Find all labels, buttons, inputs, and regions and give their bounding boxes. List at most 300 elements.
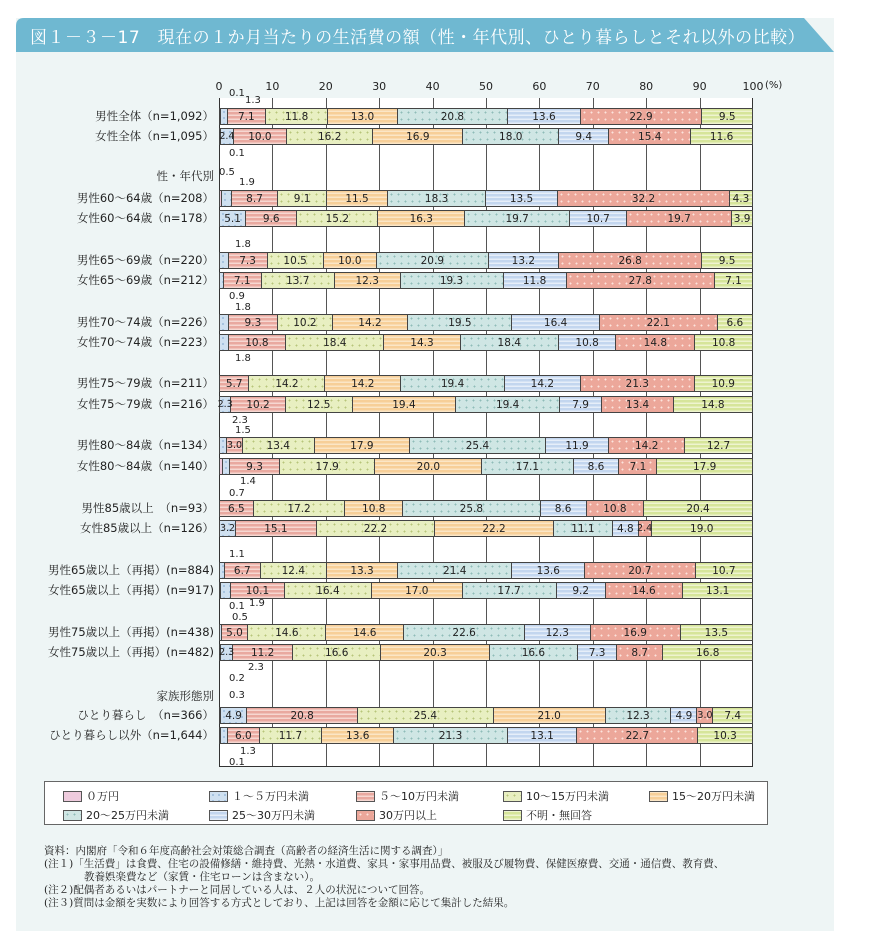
axis-tick-label: 50	[479, 80, 493, 93]
small-value-label: 1.8	[235, 353, 251, 364]
small-value-label: 1.9	[249, 598, 265, 609]
small-value-label: 1.4	[240, 476, 256, 487]
small-value-label: 0.5	[219, 167, 235, 178]
bar-segment	[558, 190, 730, 207]
legend-swatch	[209, 810, 228, 821]
bar-segment	[730, 190, 753, 207]
segment-value: 21.3	[438, 729, 463, 742]
bar-segment	[401, 272, 504, 289]
bar-segment	[627, 210, 732, 227]
bar-segment	[559, 128, 609, 145]
legend-label: １～５万円未満	[232, 790, 309, 803]
segment-value: 10.0	[248, 130, 272, 143]
bar-segment	[262, 272, 335, 289]
segment-value: 13.4	[266, 439, 290, 452]
segment-value: 22.9	[629, 110, 653, 123]
segment-value: 17.1	[515, 460, 540, 473]
legend-swatch	[63, 810, 82, 821]
bar-segment	[609, 437, 685, 454]
legend	[44, 781, 768, 825]
bar-segment	[231, 396, 286, 413]
segment-value: 18.0	[499, 130, 523, 143]
segment-value: 17.2	[287, 502, 311, 515]
bar-segment	[248, 624, 326, 641]
note-1: (注１)「生活費」は食費、住宅の設備修繕・維持費、光熱・水道費、家具・家事用品費、被服及び履物費、保健医療費、交通・通信費、教育費、	[44, 858, 725, 870]
bar-segment	[358, 707, 494, 724]
row-label: 女性65歳以上（再掲）(n=917)	[48, 583, 214, 597]
segment-value: 20.9	[420, 254, 445, 267]
segment-value: 22.1	[646, 316, 670, 329]
segment-value: 7.3	[588, 646, 606, 659]
segment-value: 17.9	[692, 460, 717, 473]
segment-value: 14.6	[353, 626, 377, 639]
bar-segment	[559, 334, 617, 351]
segment-value: 9.4	[575, 130, 593, 143]
bar-segment	[375, 458, 482, 475]
segment-value: 6.7	[233, 564, 251, 577]
segment-value: 19.7	[667, 212, 691, 225]
footnotes	[44, 845, 724, 910]
segment-value: 4.9	[225, 709, 242, 722]
bar-segment	[229, 314, 279, 331]
legend-swatch	[209, 791, 228, 802]
segment-value: 6.6	[726, 316, 744, 329]
segment-value: 13.6	[532, 110, 556, 123]
bar-segment	[560, 396, 602, 413]
segment-value: 19.0	[690, 522, 714, 535]
bar-segment	[229, 334, 287, 351]
bar-segment	[221, 727, 228, 744]
segment-value: 21.3	[625, 377, 649, 390]
bar-segment	[229, 252, 268, 269]
segment-value: 5.0	[226, 626, 243, 639]
bar-segment	[326, 624, 404, 641]
legend-item	[209, 788, 309, 804]
bar-segment	[591, 624, 681, 641]
bar-segment	[554, 520, 613, 537]
stacked-bar	[219, 334, 753, 351]
bar-segment	[570, 210, 627, 227]
bar-segment	[702, 252, 753, 269]
small-value-label: 1.3	[240, 746, 256, 757]
segment-value: 7.1	[233, 274, 251, 287]
segment-value: 10.2	[246, 398, 270, 411]
bar-segment	[674, 396, 753, 413]
segment-value: 4.3	[732, 192, 750, 205]
bar-segment	[280, 458, 376, 475]
bar-segment	[639, 520, 652, 537]
segment-value: 20.8	[440, 110, 465, 123]
bar-segment	[715, 272, 753, 289]
segment-value: 14.2	[275, 377, 299, 390]
segment-value: 11.6	[709, 130, 734, 143]
row-label: 男性65～69歳（n=220）	[76, 253, 214, 267]
segment-value: 20.7	[628, 564, 652, 577]
segment-value: 16.9	[406, 130, 430, 143]
bar-segment	[219, 375, 249, 392]
legend-label: 不明・無回答	[526, 809, 592, 822]
axis-tick-label: 30	[372, 80, 387, 93]
segment-value: 11.5	[345, 192, 369, 205]
stacked-bar	[219, 375, 753, 392]
bar-segment	[606, 582, 684, 599]
segment-value: 25.8	[459, 502, 484, 515]
bar-segment	[223, 458, 230, 475]
bar-segment	[504, 272, 567, 289]
segment-value: 7.4	[724, 709, 742, 722]
segment-value: 3.2	[219, 523, 236, 534]
row-label: 男性65歳以上（再掲）(n=884)	[48, 563, 214, 577]
bar-segment	[541, 500, 587, 517]
stacked-bar	[219, 272, 753, 289]
bar-segment	[574, 458, 620, 475]
stacked-bar	[219, 458, 753, 475]
bar-segment	[671, 707, 697, 724]
row-label: 男性75歳以上（再掲）(n=438)	[48, 625, 214, 639]
segment-value: 22.7	[625, 729, 650, 742]
bar-segment	[463, 128, 559, 145]
row-label: 男性70～74歳（n=226）	[76, 315, 214, 329]
bar-segment	[398, 108, 509, 125]
bar-segment	[249, 375, 325, 392]
bar-segment	[219, 314, 229, 331]
segment-value: 13.5	[509, 192, 534, 205]
axis-tick-label: 90	[692, 80, 707, 93]
legend-item	[356, 788, 459, 804]
bar-segment	[456, 396, 560, 413]
legend-item	[356, 807, 437, 823]
bar-segment	[286, 334, 384, 351]
segment-value: 9.5	[718, 110, 736, 123]
bar-segment	[335, 272, 401, 289]
stacked-bar	[219, 252, 753, 269]
bar-segment	[490, 644, 578, 661]
axis-tick-label: 0	[215, 80, 223, 93]
legend-swatch	[356, 791, 375, 802]
segment-value: 10.7	[586, 212, 610, 225]
row-label: 女性85歳以上（n=126）	[79, 521, 214, 535]
bar-segment	[718, 314, 753, 331]
bar-segment	[578, 644, 617, 661]
segment-value: 14.8	[643, 336, 668, 349]
bar-segment	[219, 437, 227, 454]
stacked-bar	[219, 562, 753, 579]
row-label: 女性75～79歳（n=216）	[76, 397, 214, 411]
segment-value: 21.0	[537, 709, 561, 722]
legend-swatch	[503, 810, 522, 821]
source-note: 資料：内閣府「令和６年度高齢社会対策総合調査（高齢者の経済生活に関する調査）」	[44, 845, 449, 857]
legend-item	[209, 807, 315, 823]
segment-value: 15.4	[638, 130, 662, 143]
bar-segment	[219, 210, 246, 227]
note-1-continued: 教養娯楽費など（家賃・住宅ローンは含まない）。	[84, 871, 321, 883]
legend-swatch	[63, 791, 82, 802]
bar-segment	[461, 334, 559, 351]
bar-segment	[219, 252, 229, 269]
segment-value: 11.7	[278, 729, 303, 742]
segment-value: 7.1	[725, 274, 742, 287]
segment-value: 16.2	[318, 130, 342, 143]
bar-segment	[696, 562, 753, 579]
chart-title: 図１－３－17 現在の１か月当たりの生活費の額（性・年代別、ひとり暮らしとそれ以外の比較）	[30, 28, 806, 48]
segment-value: 16.9	[623, 626, 647, 639]
small-value-label: 2.3	[248, 662, 264, 673]
stacked-bar	[219, 437, 753, 454]
row-label: 女性75歳以上（再掲）(n=482)	[48, 645, 214, 659]
bar-segment	[613, 520, 639, 537]
legend-item	[63, 788, 119, 804]
bar-segment	[260, 727, 322, 744]
segment-value: 4.8	[617, 522, 634, 535]
bar-segment	[463, 582, 557, 599]
bar-segment	[388, 190, 486, 207]
bar-segment	[221, 707, 247, 724]
legend-item	[503, 788, 609, 804]
bar-segment	[325, 375, 401, 392]
segment-value: 9.6	[262, 212, 280, 225]
segment-value: 13.4	[625, 398, 650, 411]
stacked-bar	[219, 314, 753, 331]
segment-value: 15.1	[264, 522, 288, 535]
bar-segment	[322, 727, 394, 744]
segment-value: 6.0	[235, 729, 252, 742]
bar-segment	[378, 210, 465, 227]
segment-value: 7.1	[629, 460, 647, 473]
bar-segment	[261, 562, 327, 579]
bar-segment	[353, 396, 457, 413]
stacked-bar	[219, 128, 753, 145]
bar-segment	[297, 210, 378, 227]
segment-value: 8.7	[246, 192, 263, 205]
group-label-family: 家族形態別	[156, 689, 214, 703]
bar-segment	[486, 190, 558, 207]
bar-segment	[232, 190, 278, 207]
segment-value: 19.4	[392, 398, 416, 411]
bar-segment	[224, 272, 262, 289]
segment-value: 13.1	[705, 584, 730, 597]
bar-segment	[219, 520, 236, 537]
small-value-label: 1.8	[235, 239, 251, 250]
segment-value: 20.3	[423, 646, 447, 659]
segment-value: 19.3	[439, 274, 464, 287]
bar-segment	[408, 314, 512, 331]
bar-segment	[505, 375, 581, 392]
segment-value: 9.1	[293, 192, 311, 205]
row-label: 女性65～69歳（n=212）	[76, 273, 214, 287]
bar-segment	[732, 210, 753, 227]
row-label: 女性70～74歳（n=223）	[76, 335, 214, 349]
segment-value: 14.3	[410, 336, 434, 349]
axis-tick-label: 60	[532, 80, 547, 93]
bar-segment	[278, 190, 327, 207]
segment-value: 5.1	[224, 212, 241, 225]
bar-segment	[559, 252, 702, 269]
group-label-age: 性・年代別	[156, 169, 214, 183]
segment-value: 13.6	[346, 729, 370, 742]
legend-label: 30万円以上	[379, 809, 437, 822]
legend-label: ０万円	[86, 790, 119, 803]
small-value-label: 2.3	[232, 415, 248, 426]
row-label: 女性全体（n=1,095）	[95, 129, 214, 143]
legend-label: 15～20万円未満	[672, 790, 755, 803]
segment-value: 2.4	[219, 131, 235, 142]
bar-segment	[465, 210, 570, 227]
segment-value: 8.6	[554, 502, 572, 515]
row-label: 女性80～84歳（n=140）	[76, 459, 214, 473]
segment-value: 17.9	[350, 439, 374, 452]
bar-segment	[401, 375, 505, 392]
bar-segment	[221, 128, 234, 145]
bar-segment	[228, 108, 266, 125]
segment-value: 13.6	[536, 564, 560, 577]
bar-segment	[616, 334, 695, 351]
bar-segment	[233, 644, 293, 661]
legend-item	[503, 807, 592, 823]
note-3: (注３)質問は金額を実数により回答する方式としており、上記は回答を金額に応じて集計した結果。	[44, 897, 515, 909]
bar-segment	[663, 644, 753, 661]
bar-segment	[617, 644, 663, 661]
segment-value: 5.7	[225, 377, 243, 390]
segment-value: 13.1	[530, 729, 554, 742]
segment-value: 20.0	[416, 460, 441, 473]
bar-segment	[512, 314, 599, 331]
segment-value: 8.6	[587, 460, 605, 473]
axis-tick-label: 100	[742, 80, 764, 93]
segment-value: 16.4	[316, 584, 340, 597]
segment-value: 10.8	[603, 502, 627, 515]
segment-value: 21.4	[443, 564, 467, 577]
bar-segment	[222, 190, 232, 207]
bar-segment	[227, 437, 243, 454]
bar-segment	[230, 458, 280, 475]
segment-value: 14.8	[701, 398, 725, 411]
bar-segment	[221, 582, 231, 599]
bar-segment	[581, 375, 695, 392]
segment-value: 18.3	[424, 192, 449, 205]
bar-segment	[278, 314, 332, 331]
bar-segment	[398, 562, 512, 579]
bar-segment	[494, 707, 606, 724]
segment-value: 20.8	[290, 709, 314, 722]
bar-segment	[567, 272, 715, 289]
legend-swatch	[649, 791, 668, 802]
segment-value: 9.3	[246, 460, 263, 473]
stacked-bar	[219, 624, 753, 641]
segment-value: 14.6	[275, 626, 299, 639]
segment-value: 10.5	[283, 254, 307, 267]
segment-value: 8.7	[631, 646, 649, 659]
segment-value: 11.8	[284, 110, 309, 123]
row-label: ひとり暮らし （n=366）	[77, 708, 214, 722]
segment-value: 14.2	[358, 316, 382, 329]
segment-value: 10.2	[293, 316, 317, 329]
bar-segment	[219, 334, 229, 351]
segment-value: 19.4	[440, 377, 465, 390]
bar-segment	[695, 375, 753, 392]
small-value-label: 0.2	[229, 673, 245, 684]
axis-tick-label: 20	[318, 80, 333, 93]
bar-segment	[600, 314, 718, 331]
bar-segment	[619, 458, 657, 475]
segment-value: 12.4	[281, 564, 306, 577]
segment-value: 22.6	[452, 626, 476, 639]
bar-segment	[221, 108, 228, 125]
segment-value: 2.3	[219, 647, 235, 658]
segment-value: 13.5	[704, 626, 729, 639]
segment-value: 2.3	[217, 399, 233, 410]
bar-segment	[231, 582, 285, 599]
segment-value: 3.9	[733, 212, 751, 225]
small-value-label: 0.1	[229, 88, 245, 99]
bar-segment	[691, 128, 753, 145]
bar-segment	[546, 437, 610, 454]
bar-segment	[315, 437, 411, 454]
bar-segment	[557, 582, 606, 599]
segment-value: 4.9	[675, 709, 693, 722]
bar-segment	[681, 624, 753, 641]
bar-segment	[410, 437, 546, 454]
bar-segment	[609, 128, 691, 145]
segment-value: 12.7	[706, 439, 731, 452]
segment-value: 17.9	[315, 460, 339, 473]
segment-value: 11.2	[250, 646, 275, 659]
small-value-label: 0.1	[229, 757, 245, 768]
segment-value: 32.2	[631, 192, 656, 205]
bar-segment	[657, 458, 753, 475]
axis-tick-label: 10	[265, 80, 280, 93]
segment-value: 20.4	[686, 502, 710, 515]
segment-value: 13.7	[286, 274, 310, 287]
bar-segment	[317, 520, 436, 537]
legend-label: 10～15万円未満	[526, 790, 609, 803]
bar-segment	[327, 190, 388, 207]
bar-segment	[247, 707, 358, 724]
segment-value: 19.7	[505, 212, 529, 225]
row-label: 男性80～84歳（n=134）	[76, 438, 214, 452]
stacked-bar	[219, 210, 753, 227]
row-label: ひとり暮らし以外（n=1,644）	[49, 728, 214, 742]
bar-segment	[685, 437, 753, 454]
segment-value: 16.6	[325, 646, 349, 659]
segment-value: 10.3	[713, 729, 737, 742]
segment-value: 13.0	[350, 110, 375, 123]
segment-value: 16.8	[696, 646, 720, 659]
stacked-bar	[219, 500, 753, 517]
bar-segment	[327, 562, 398, 579]
small-value-label: 1.3	[245, 95, 261, 106]
segment-value: 7.9	[572, 398, 589, 411]
small-value-label: 1.1	[229, 549, 245, 560]
bar-segment	[285, 582, 372, 599]
segment-value: 12.5	[307, 398, 331, 411]
bar-segment	[328, 108, 397, 125]
bar-segment	[384, 334, 460, 351]
bar-segment	[683, 582, 753, 599]
row-label: 男性全体（n=1,092）	[95, 109, 214, 123]
small-value-label: 0.9	[229, 291, 245, 302]
segment-value: 10.8	[245, 336, 269, 349]
segment-value: 10.9	[711, 377, 735, 390]
bar-segment	[254, 500, 346, 517]
bar-segment	[697, 707, 713, 724]
segment-value: 16.4	[543, 316, 568, 329]
small-value-label: 0.3	[229, 690, 245, 701]
stacked-bar	[219, 520, 753, 537]
segment-value: 15.2	[325, 212, 350, 225]
bar-segment	[581, 108, 703, 125]
bar-segment	[221, 644, 233, 661]
segment-value: 10.7	[712, 564, 736, 577]
